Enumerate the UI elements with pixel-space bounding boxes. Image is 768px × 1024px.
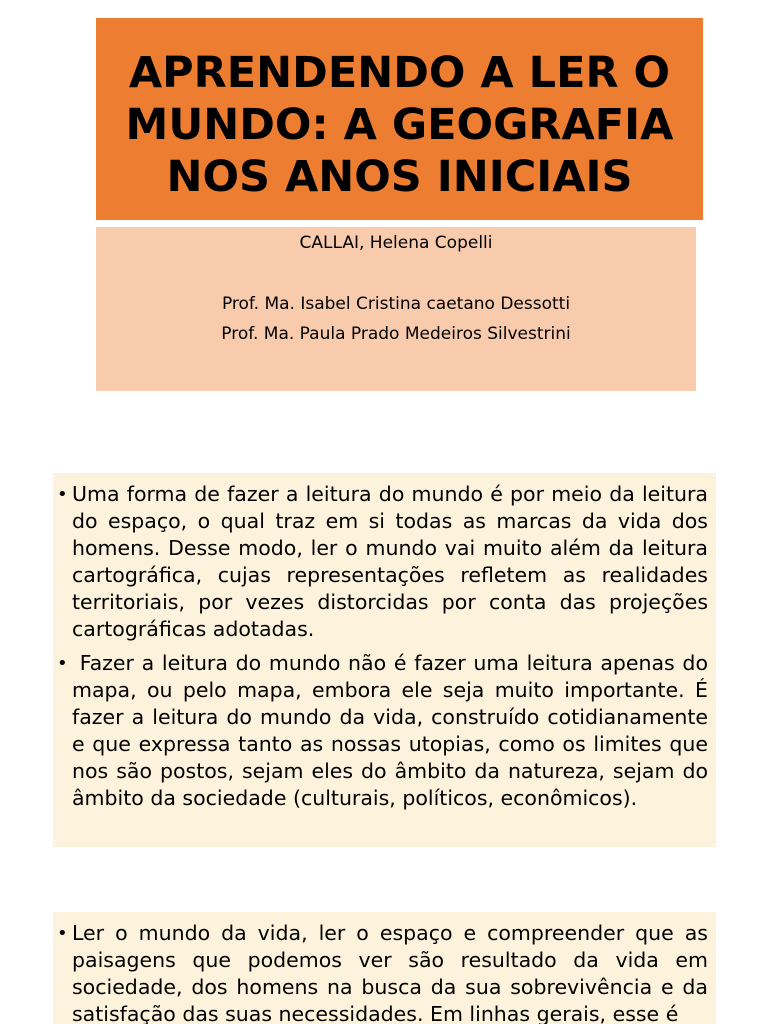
title-line-3: NOS ANOS INICIAIS	[166, 152, 633, 202]
title-line-2: MUNDO: A GEOGRAFIA	[125, 100, 674, 150]
content-box-1	[53, 473, 716, 847]
bullet-text: Ler o mundo da vida, ler o espaço e compreender que as paisagens que podemos ver são resultado da vida em sociedade, dos homens na busca da sua sobrevivência e da satisfação das suas necessidades. Em linhas gerais, esse é	[72, 921, 708, 1024]
bullet-text: Fazer a leitura do mundo não é fazer uma leitura apenas do mapa, ou pelo mapa, embora ele seja muito importante. É fazer a leitura do mundo da vida, construído cotidianamente e que expressa tanto as nossas utopias, como os limites que nos são postos, sejam eles do âmbito da natureza, sejam do âmbito da sociedade (culturais, políticos, econômicos).	[72, 651, 715, 810]
bullet-item	[57, 481, 708, 643]
bullet-text: Uma forma de fazer a leitura do mundo é por meio da leitura do espaço, o qual traz em si todas as marcas da vida dos homens. Desse modo, ler o mundo vai muito além da leitura cartográfica, cujas representações refletem as realidades territoriais, por vezes distorcidas por conta das projeções cartográficas adotadas.	[72, 482, 708, 641]
author-reference: CALLAI, Helena Copelli	[299, 233, 493, 253]
bullet-icon: •	[57, 484, 68, 505]
bullet-item	[57, 650, 715, 812]
bullet-item	[57, 920, 708, 1024]
content-box-2	[53, 912, 716, 1024]
professor-1: Prof. Ma. Isabel Cristina caetano Dessotti	[221, 294, 571, 314]
authors-panel	[96, 227, 696, 391]
title-banner	[96, 18, 703, 220]
title-line-1: APRENDENDO A LER O	[128, 48, 671, 98]
document-title	[126, 35, 674, 203]
bullet-icon: •	[57, 923, 68, 944]
professor-2: Prof. Ma. Paula Prado Medeiros Silvestrini	[221, 324, 571, 344]
bullet-icon: •	[57, 653, 68, 674]
